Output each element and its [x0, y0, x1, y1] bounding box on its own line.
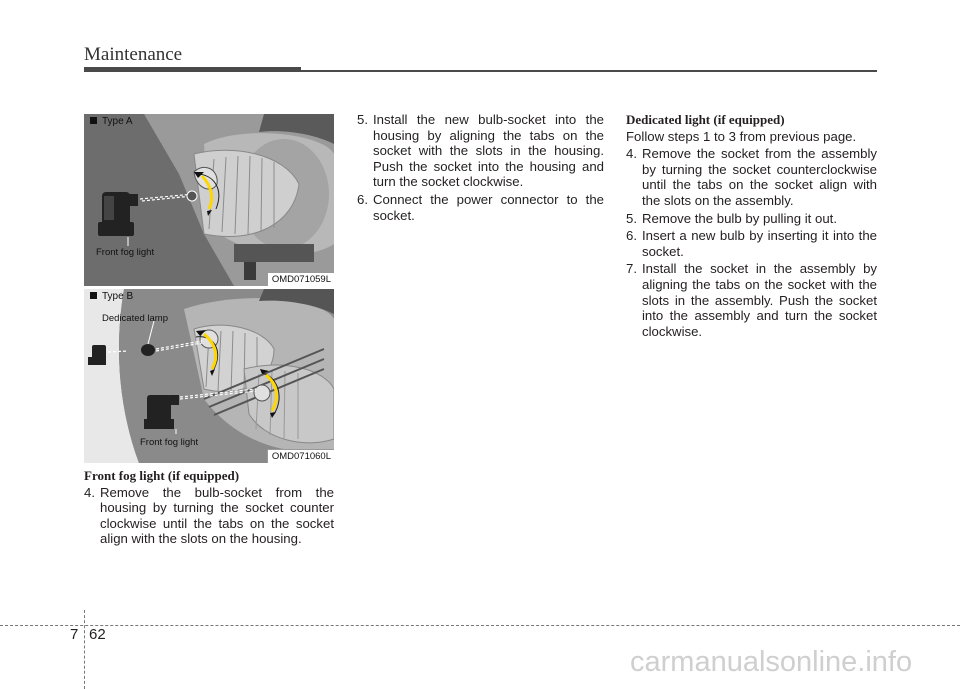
figure-code-a: OMD071059L: [267, 272, 334, 286]
step-number: 5.: [626, 210, 637, 226]
step-item: [84, 485, 334, 547]
step-text: Insert a new bulb by inserting it into the socket.: [642, 228, 877, 259]
footer-divider: [0, 625, 960, 626]
front-fog-light-callout-a: Front fog light: [96, 247, 155, 258]
dedicated-light-heading: Dedicated light (if equipped): [626, 112, 785, 127]
figure-type-a: [84, 114, 334, 286]
column-1: [84, 468, 334, 549]
step-text: Remove the bulb by pulling it out.: [642, 210, 837, 226]
step-item: [626, 228, 877, 259]
dedicated-lamp-callout: Dedicated lamp: [102, 313, 169, 324]
fog-light-heading: Front fog light (if equipped): [84, 468, 240, 483]
step-item: [357, 192, 604, 223]
step-item: [626, 261, 877, 339]
step-item: [626, 146, 877, 208]
chapter-number: 7: [70, 626, 79, 643]
type-b-label: Type B: [90, 291, 133, 302]
front-fog-light-callout-b: Front fog light: [140, 437, 199, 448]
step-number: 6.: [626, 228, 637, 244]
step-text: Connect the power connector to the socket.: [373, 191, 604, 223]
step-number: 7.: [626, 261, 637, 277]
step-number: 5.: [357, 112, 368, 127]
page-number: 62: [89, 626, 106, 643]
figure-type-b: [84, 289, 334, 463]
step-text: Install the new bulb-socket into the housing by aligning the tabs on the socket with the slots in the housing. Push the socket into the housing and turn the socket clockwise.: [373, 112, 604, 190]
fog-light-illustration-a: [84, 114, 334, 286]
figure-code-b: OMD071060L: [267, 449, 334, 463]
step-number: 4.: [626, 146, 637, 162]
step-number: 6.: [357, 191, 368, 207]
header-rule-thin: [301, 70, 877, 72]
step-item: [357, 112, 604, 190]
page-header-title: Maintenance: [84, 44, 183, 65]
type-a-label: Type A: [90, 116, 133, 127]
step-text: Remove the bulb-socket from the housing by turning the socket counter clockwise until the tabs on the socket align with the slots on the housing.: [100, 484, 334, 547]
column-2: [357, 112, 604, 225]
step-number: 4.: [84, 484, 95, 500]
step-text: Install the socket in the assembly by aligning the tabs on the socket with the slots in the assembly. Push the socket into the assembly and turn the socket clockwise.: [642, 261, 877, 339]
column-3: [626, 112, 877, 341]
step-item: [626, 211, 877, 227]
header-rule-thick: [84, 67, 301, 72]
footer-vertical-divider: [84, 610, 85, 689]
intro-text: Follow steps 1 to 3 from previous page.: [626, 128, 857, 144]
watermark-text: carmanualsonline.info: [630, 646, 913, 678]
step-text: Remove the socket from the assembly by turning the socket counterclockwise until the tabs on the socket align with the slots on the assembly.: [642, 146, 877, 208]
